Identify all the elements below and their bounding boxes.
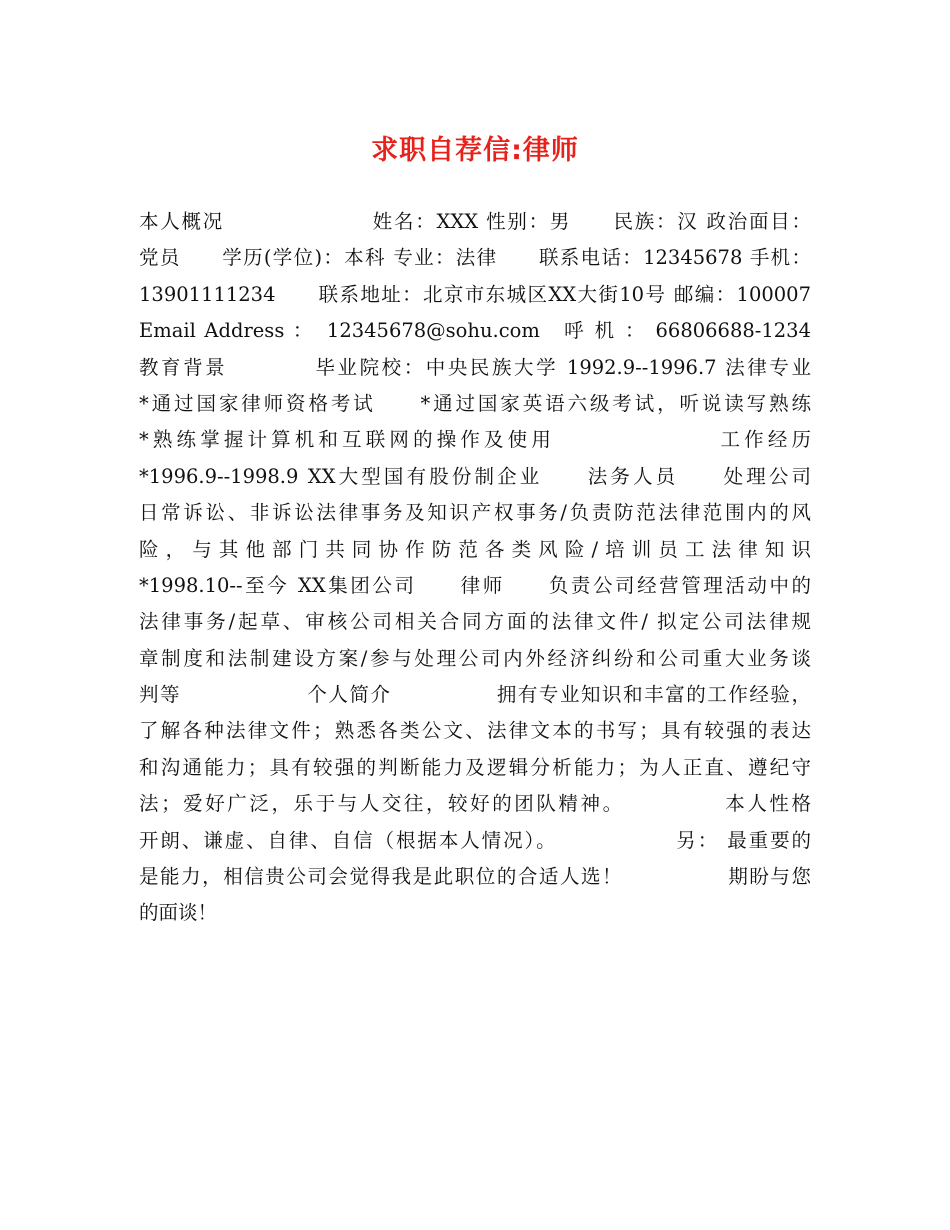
body-line: 章制度和法制建设方案/参与处理公司内外经济纠纷和公司重大业务谈 (139, 646, 811, 670)
body-line: Email Address ： 12345678@sohu.com 呼 机 ： 66806688-1234 (139, 319, 811, 343)
body-line: 党员 学历(学位)：本科 专业：法律 联系电话：12345678 手机： (139, 246, 811, 270)
body-line: 判等 个人简介 拥有专业知识和丰富的工作经验， (139, 683, 811, 707)
body-line: *1996.9--1998.9 XX大型国有股份制企业 法务人员 处理公司 (139, 464, 811, 488)
body-line: 法；爱好广泛，乐于与人交往，较好的团队精神。 本人性格 (139, 792, 811, 816)
body-line: 开朗、谦虚、自律、自信（根据本人情况）。 另： 最重要的 (139, 828, 811, 852)
document-title: 求职自荐信:律师 (371, 135, 579, 166)
body-line: 是能力，相信贵公司会觉得我是此职位的合适人选！ 期盼与您 (139, 865, 811, 889)
body-line: 险，与其他部门共同协作防范各类风险/培训员工法律知识 (139, 537, 811, 561)
body-line: 日常诉讼、非诉讼法律事务及知识产权事务/负责防范法律范围内的风 (139, 501, 811, 525)
body-line: 13901111234 联系地址：北京市东城区XX大街10号 邮编：100007 (139, 282, 811, 306)
body-line: 的面谈！ (139, 901, 218, 925)
body-line: 法律事务/起草、审核公司相关合同方面的法律文件/ 拟定公司法律规 (139, 610, 811, 634)
body-line: 和沟通能力；具有较强的判断能力及逻辑分析能力；为人正直、遵纪守 (139, 755, 811, 779)
body-line: *通过国家律师资格考试 *通过国家英语六级考试，听说读写熟练 (139, 391, 811, 415)
body-line: 教育背景 毕业院校：中央民族大学 1992.9--1996.7 法律专业 (139, 355, 811, 379)
body-line: *熟练掌握计算机和互联网的操作及使用 工作经历 (139, 428, 811, 452)
body-line: 了解各种法律文件；熟悉各类公文、法律文本的书写；具有较强的表达 (139, 719, 811, 743)
body-line: *1998.10--至今 XX集团公司 律师 负责公司经营管理活动中的 (139, 573, 811, 597)
document-body (139, 204, 811, 932)
body-line: 本人概况 姓名：XXX 性别：男 民族：汉 政治面目： (139, 210, 811, 233)
